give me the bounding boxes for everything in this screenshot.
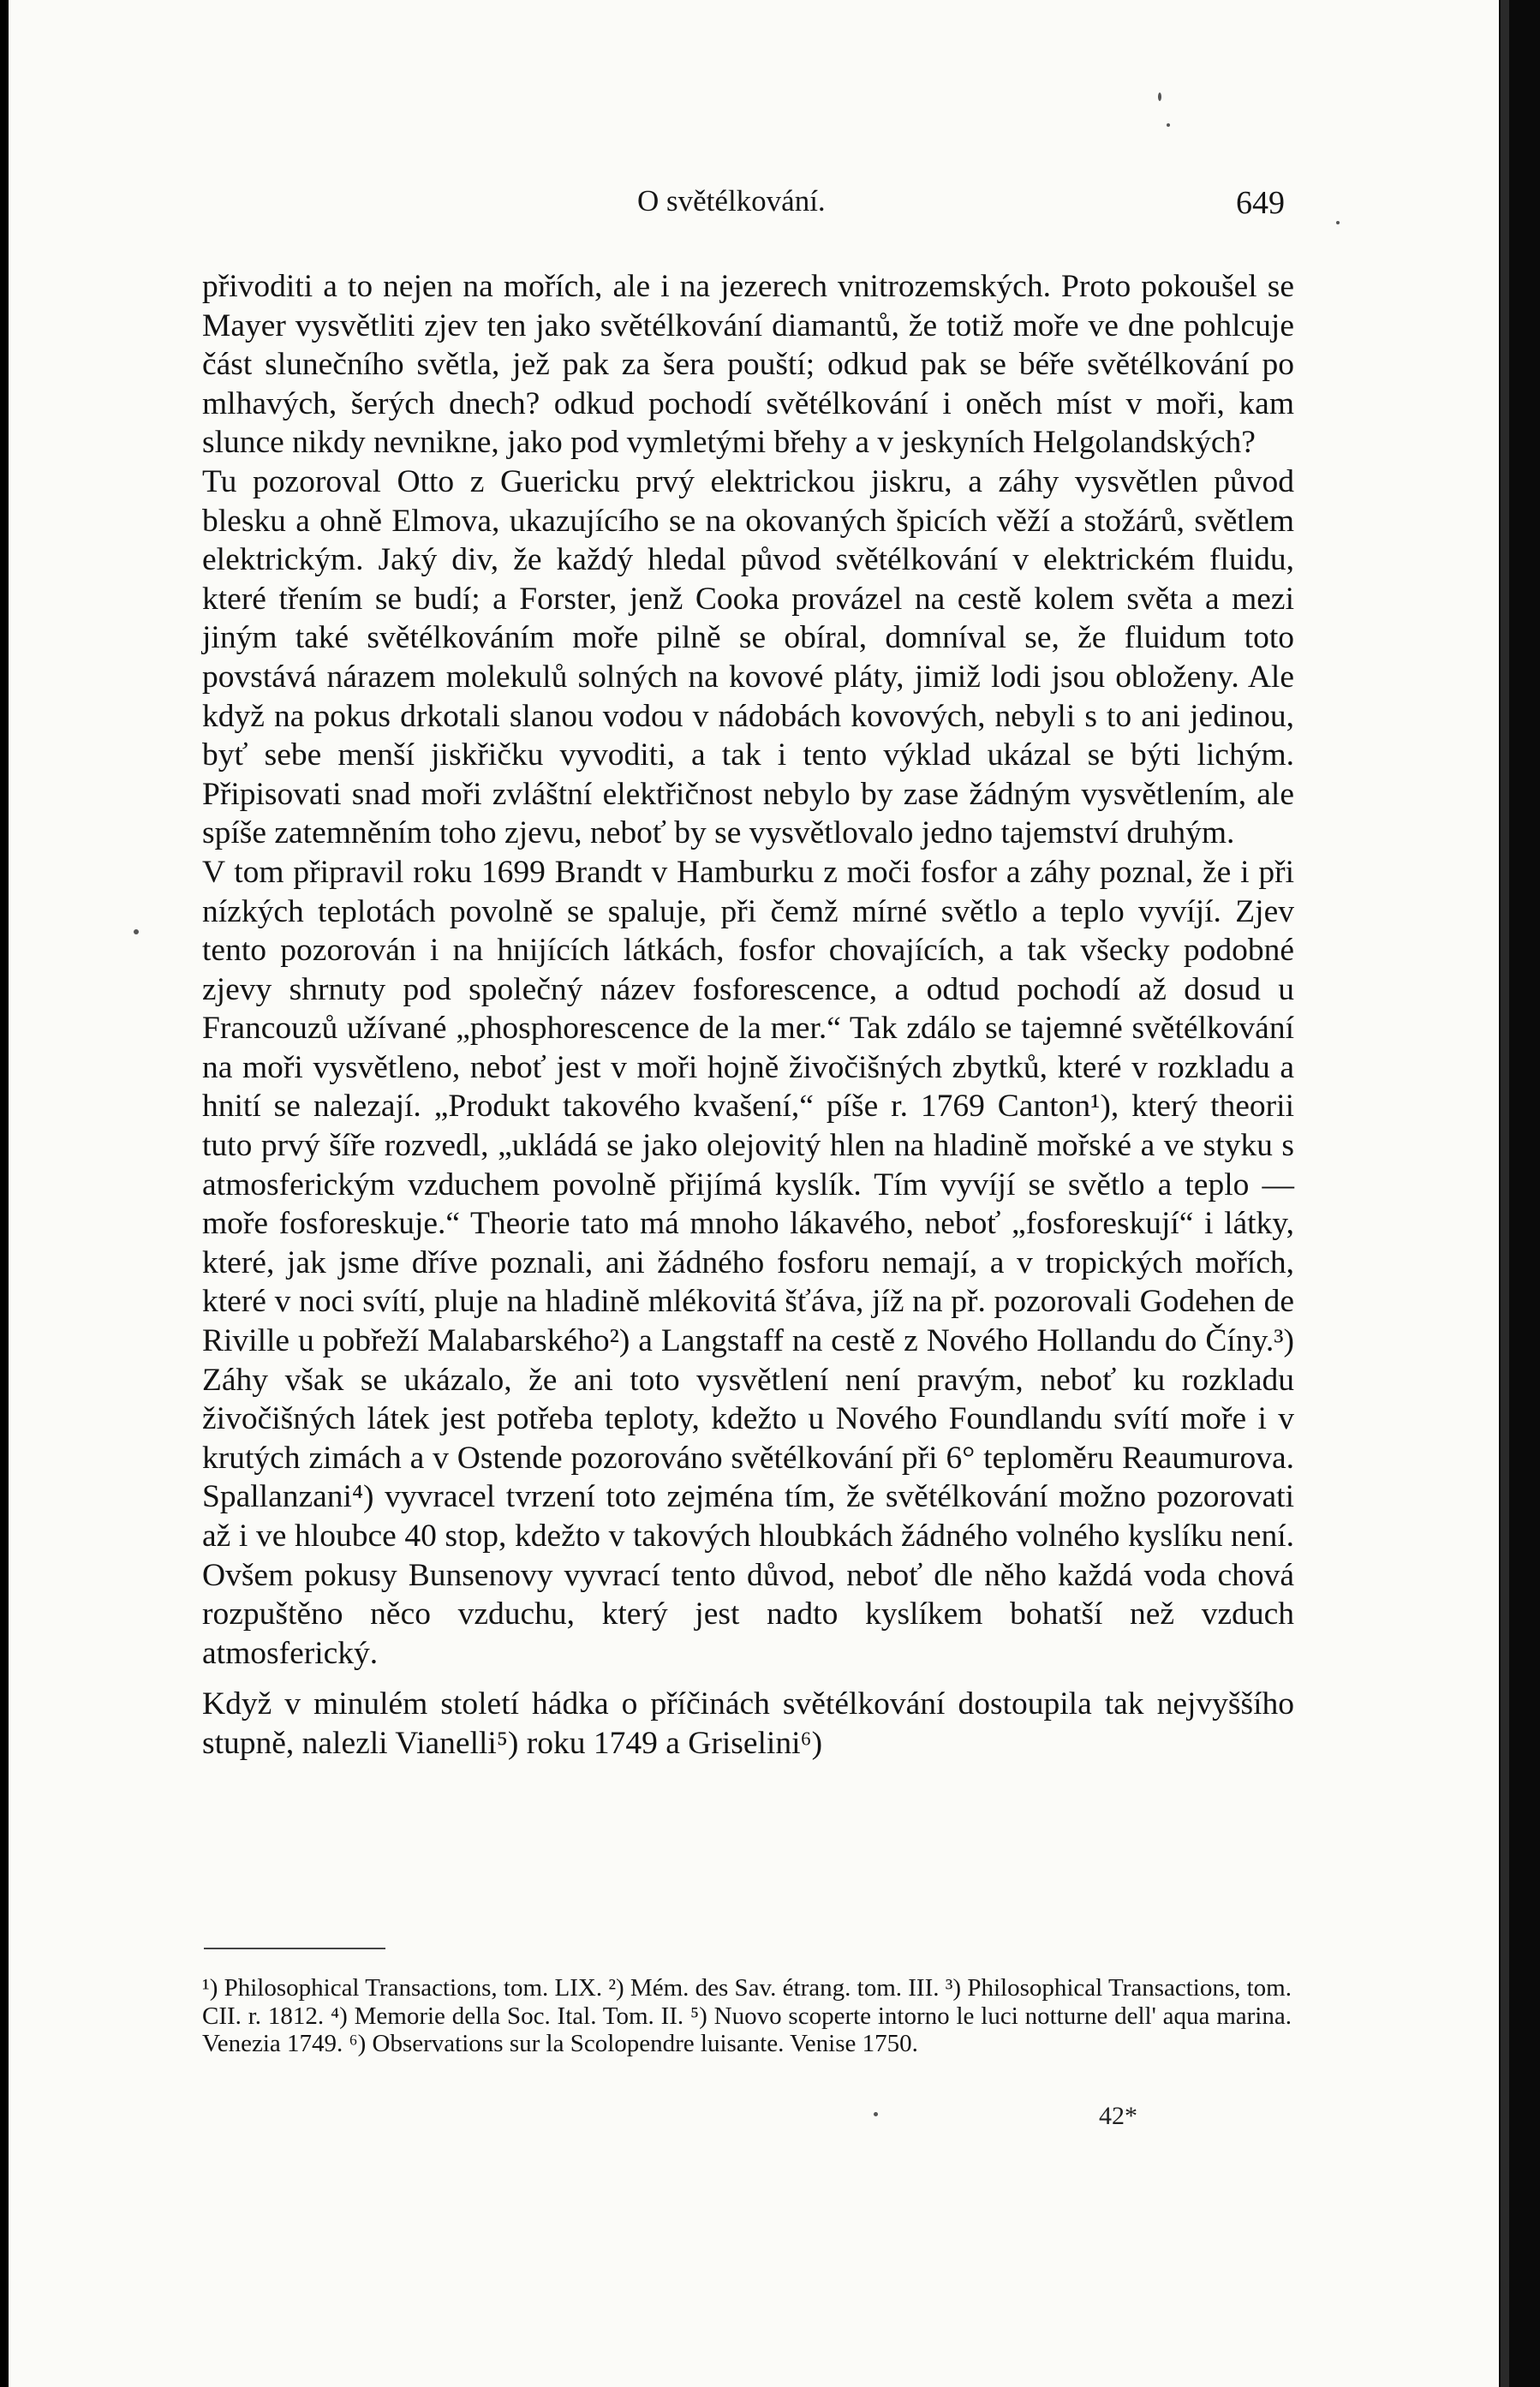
footnote-text: ¹) Philosophical Transactions, tom. LIX. ²) Mém. des Sav. étrang. tom. III. ³) Philosophical Transactions, tom. CII. r. 1812. ⁴) Memorie della Soc. Ital. Tom. II. ⁵) Nuovo scoperte intorno le luci notturne dell' aqua marina. Venezia 1749. ⁶) Observations sur la Scolopendre luisante. Venise 1750. bbox=[202, 1974, 1292, 2057]
scan-speck bbox=[134, 929, 139, 934]
page-edge-strip bbox=[1501, 0, 1509, 2387]
signature-mark: 42* bbox=[1099, 2102, 1137, 2130]
paragraph: přivoditi a to nejen na mořích, ale i na jezerech vnitrozemských. Proto pokoušel se Mayer vysvětliti zjev ten jako světélkování diamantů, že totiž moře ve dne pohlcuje část slunečního světla, jež pak za šera pouští; odkud pak se béře světélkování po mlhavých, šerých dnech? odkud pochodí světélkování i oněch míst v moři, kam slunce nikdy nevnikne, jako pod vymletými břehy a v jeskyních Helgolandských? bbox=[202, 269, 1294, 461]
paragraph: Tu pozoroval Otto z Guericku prvý elektrickou jiskru, a záhy vysvětlen původ blesku a ohně Elmova, ukazujícího se na okovaných špicích věží a stožárů, světlem elektrickým. Jaký div, že každý hledal původ světélkování v elektrickém fluidu, které třením se budí; a Forster, jenž Cooka provázel na cestě kolem světa a mezi jiným také světélkováním moře pilně se obíral, domníval se, že fluidum toto povstává nárazem molekulů solných na kovové pláty, jimiž lodi jsou obloženy. Ale když na pokus drkotali slanou vodou v nádobách kovových, nebyli s to ani jedinou, byť sebe menší jiskřičku vyvoditi, a tak i tento výklad ukázal se býti lichým. Připisovati snad moři zvláštní elektřičnost nebylo by zase žádným vysvětlením, ale spíše zatemněním toho zjevu, neboť by se vysvětlovalo jedno tajemství druhým. bbox=[202, 463, 1294, 851]
footnote-rule bbox=[204, 1948, 385, 1949]
scan-speck bbox=[874, 2112, 878, 2116]
paragraph: Když v minulém století hádka o příčinách světélkování dostoupila tak nejvyššího stupně, nalezli Vianelli⁵) roku 1749 a Griselini⁶) bbox=[202, 1686, 1294, 1761]
page-header bbox=[199, 184, 1285, 227]
scan-speck bbox=[1336, 221, 1340, 224]
page-number: 649 bbox=[1236, 185, 1285, 221]
running-head: O světélkování. bbox=[637, 184, 826, 218]
footnotes bbox=[202, 1974, 1292, 2058]
scan-speck bbox=[1167, 123, 1170, 127]
paragraph: V tom připravil roku 1699 Brandt v Hamburku z moči fosfor a záhy poznal, že i při nízkých teplotách povolně se spaluje, při čemž mírné světlo a teplo vyvíjí. Zjev tento pozorován i na hnijících látkách, fosfor chovajících, a tak všecky podobné zjevy shrnuty pod společný název fosforescence, a odtud pochodí až dosud u Francouzů užívané „phosphorescence de la mer.“ Tak zdálo se tajemné světélkování na moři vysvětleno, neboť jest v moři hojně živočišných zbytků, které v rozkladu a hnití se nalezají. „Produkt takového kvašení,“ píše r. 1769 Canton¹), který theorii tuto prvý šíře rozvedl, „ukládá se jako olejovitý hlen na hladině mořské a ve styku s atmosferickým vzduchem povolně přijímá kyslík. Tím vyvíjí se světlo a teplo — moře fosforeskuje.“ Theorie tato má mnoho lákavého, neboť „fosforeskují“ i látky, které, jak jsme dříve poznali, ani žádného fosforu nemají, a v tropických mořích, které v noci svítí, pluje na hladině mlékovitá šťáva, jíž na př. pozorovali Godehen de Riville u pobřeží Malabarského²) a Langstaff na cestě z Nového Hollandu do Číny.³) Záhy však se ukázalo, že ani toto vysvětlení není pravým, neboť ku rozkladu živočišných látek jest potřeba teploty, kdežto u Nového Foundlandu svítí moře i v krutých zimách a v Ostende pozorováno světélkování při 6° teploměru Reaumurova. Spallanzani⁴) vyvracel tvrzení toto zejména tím, že světélkování možno pozorovati až i ve hloubce 40 stop, kdežto v takových hloubkách žádného volného kyslíku není. Ovšem pokusy Bunsenovy vyvrací tento důvod, neboť dle něho každá voda chová rozpuštěno něco vzduchu, který jest nadto kyslíkem bohatší než vzduch atmosferický. bbox=[202, 854, 1294, 1671]
scan-speck bbox=[1158, 92, 1161, 101]
main-text bbox=[202, 267, 1294, 1763]
